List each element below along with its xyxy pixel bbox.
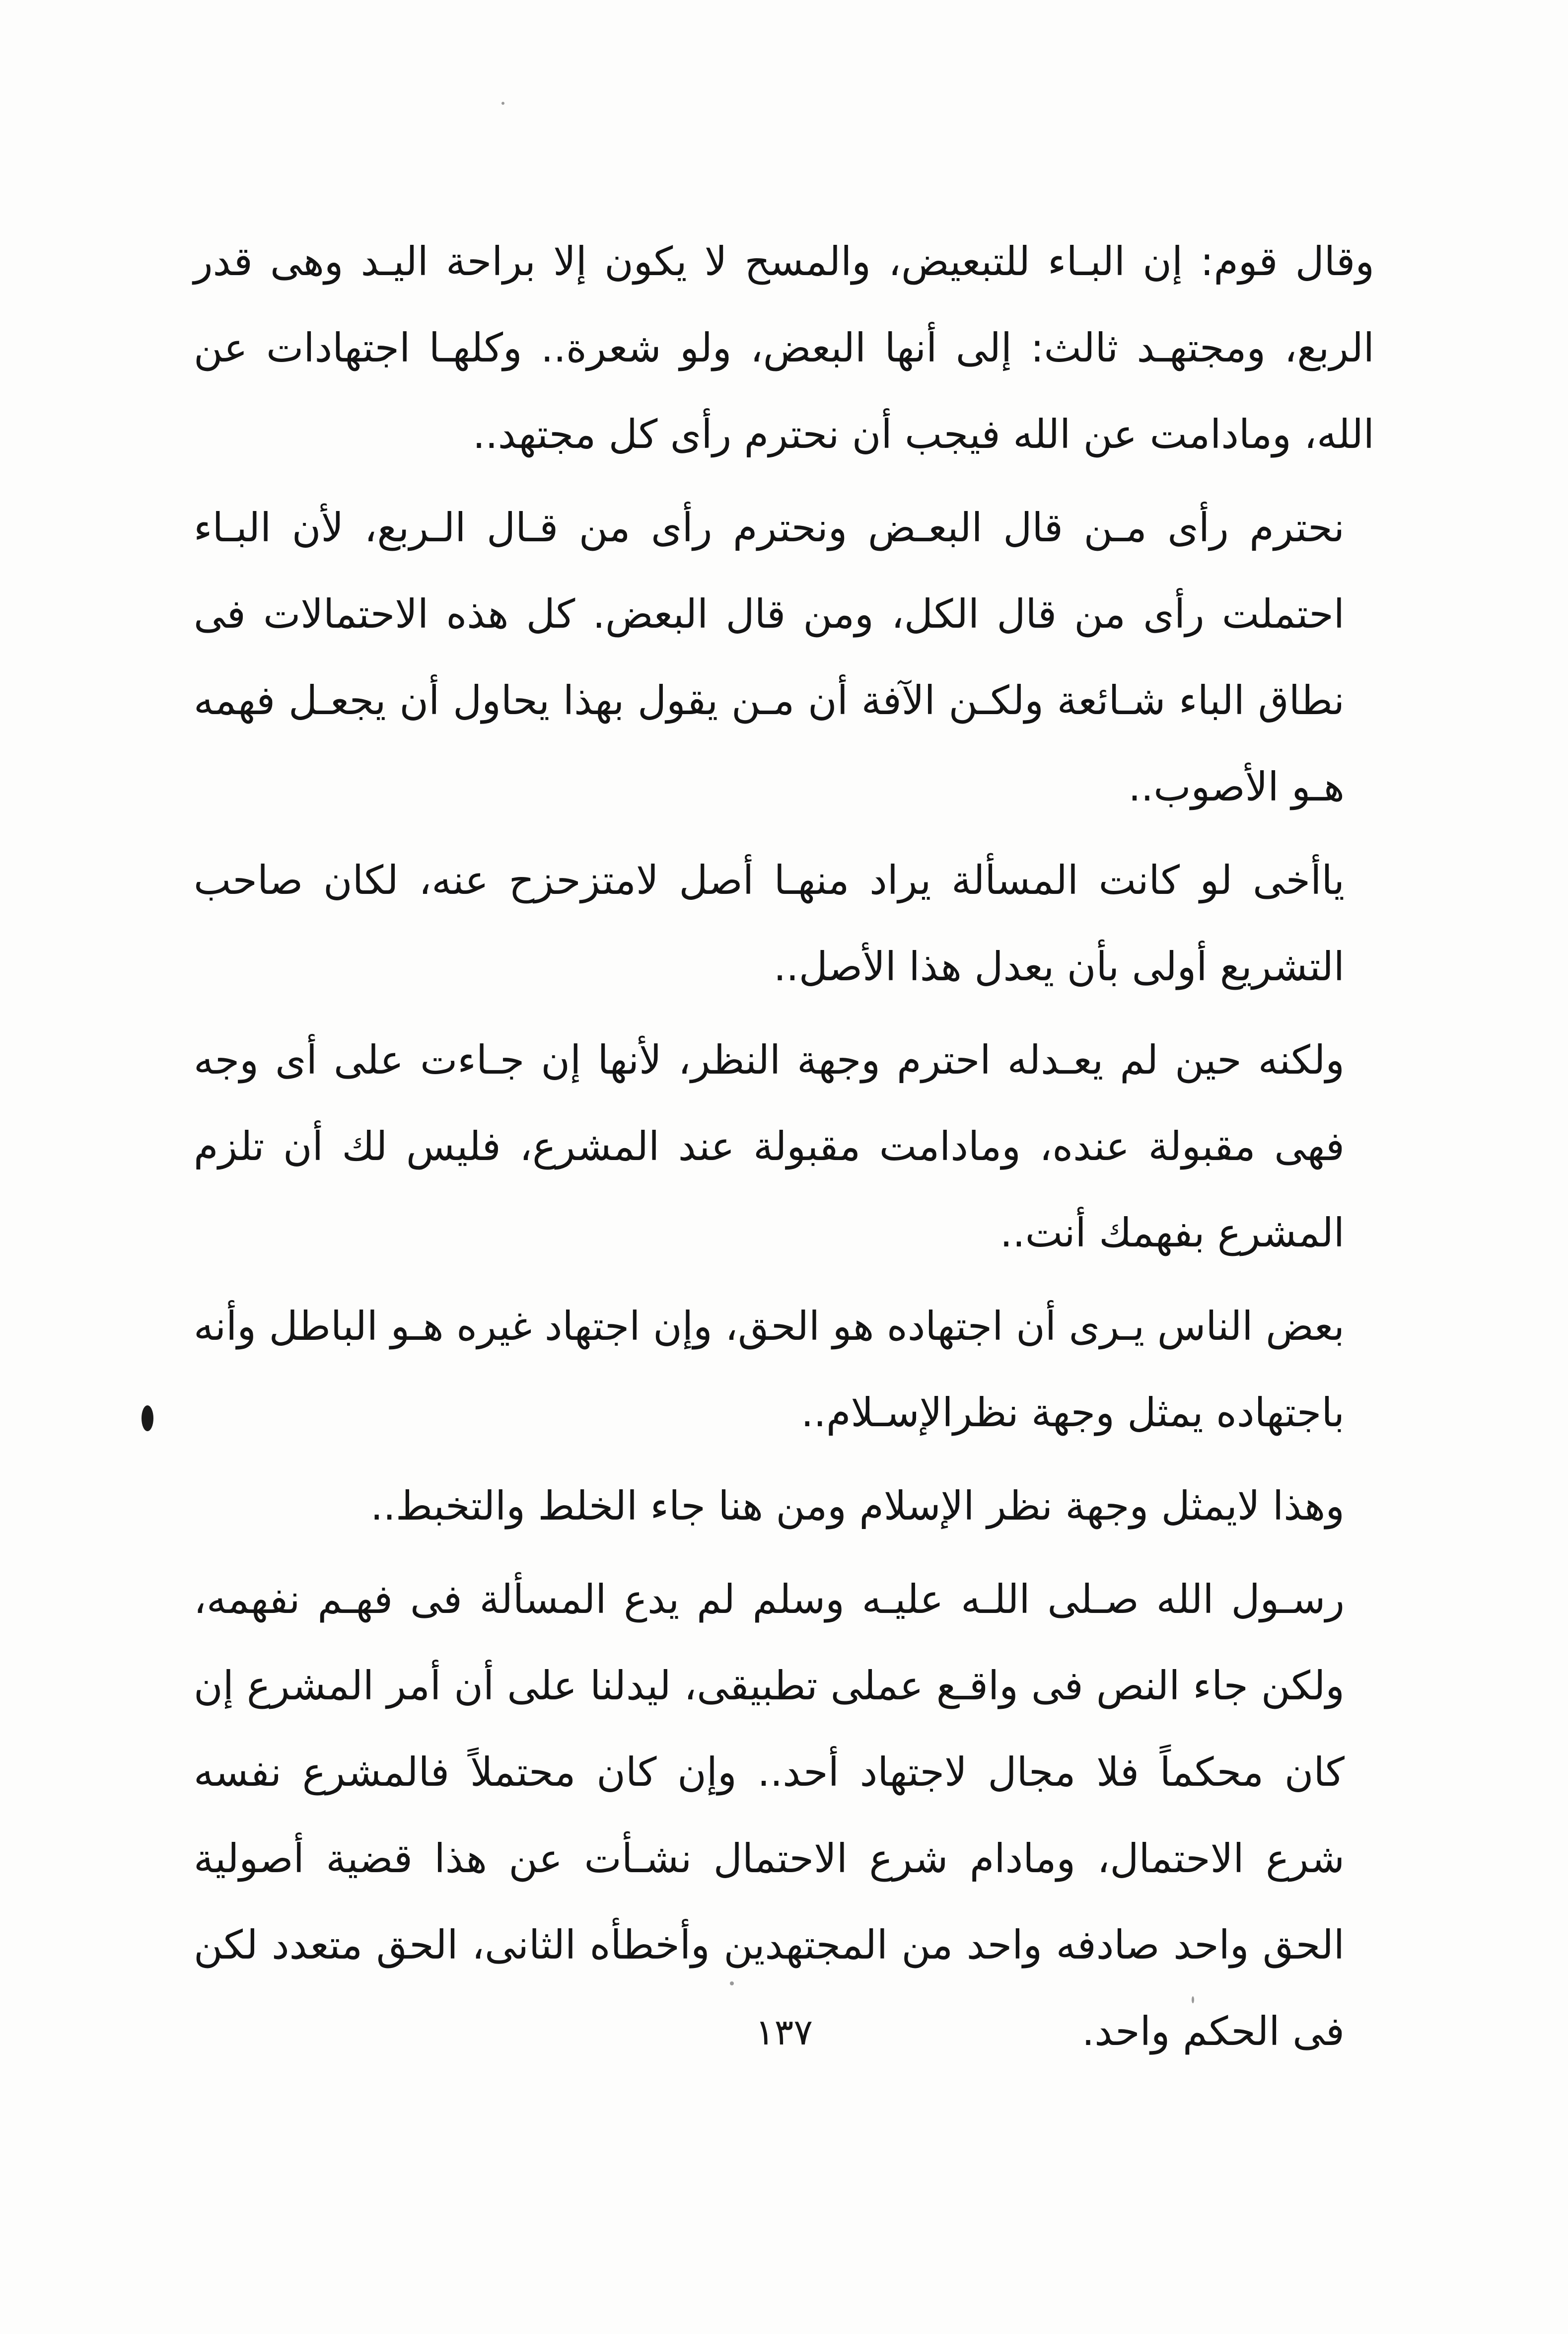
paragraph-4: ولكنه حين لم يعـدله احترم وجهة النظر، لأنها إن جـاءت على أى وجه فهى مقبولة عنده، ومادامت مقبولة عند المشرع، فليس لك أن تلزم المشرع بفهمك أنت..: [194, 1037, 1345, 1256]
paragraph-7: رسـول الله صـلى اللـه عليـه وسلم لم يدع المسألة فى فهـم نفهمه، ولكن جاء النص فى واقـع عملى تطبيقى، ليدلنا على أن أمر المشرع إن كان محكماً فلا مجال لاجتهاد أحد.. وإن كان محتملاً فالمشرع نفسه شرع الاحتمال، ومادام شرع الاحتمال نشـأت عن هذا قضية أصولية الحق واحد صادفه واحد من المجتهدين وأخطأه الثانى، الحق متعدد لكن فى الحكم واحد.: [194, 1576, 1345, 2054]
paragraph-6: وهذا لايمثل وجهة نظر الإسلام ومن هنا جاء الخلط والتخبط..: [370, 1483, 1345, 1529]
body-text: [194, 219, 1374, 2082]
scan-speck: [730, 1981, 734, 1985]
page-number: ١٣٧: [755, 2011, 813, 2053]
margin-ink-mark: [142, 1405, 153, 1431]
scan-speck: [501, 102, 504, 105]
scan-speck: [1192, 1996, 1194, 2003]
paragraph-2: نحترم رأى مـن قال البعـض ونحترم رأى من قـال الـربع، لأن البـاء احتملت رأى من قال الكل، ومن قال البعض. كل هذه الاحتمالات فى نطاق الباء شـائعة ولكـن الآفة أن مـن يقول بهذا يحاول أن يجعـل فهمه هـو الأصوب..: [194, 505, 1345, 810]
paragraph-3: ياأخى لو كانت المسألة يراد منهـا أصل لامتزحزح عنه، لكان صاحب التشريع أولى بأن يعدل هذا الأصل..: [194, 857, 1345, 990]
paragraph-1: وقال قوم: إن البـاء للتبعيض، والمسح لا يكون إلا براحة اليـد وهى قدر الربع، ومجتهـد ثالث: إلى أنها البعض، ولو شعرة.. وكلهـا اجتهادات عن الله، ومادامت عن الله فيجب أن نحترم رأى كل مجتهد..: [194, 238, 1374, 457]
paragraph-5: بعض الناس يـرى أن اجتهاده هو الحق، وإن اجتهاد غيره هـو الباطل وأنه باجتهاده يمثل وجهة نظرالإسـلام..: [194, 1303, 1345, 1436]
